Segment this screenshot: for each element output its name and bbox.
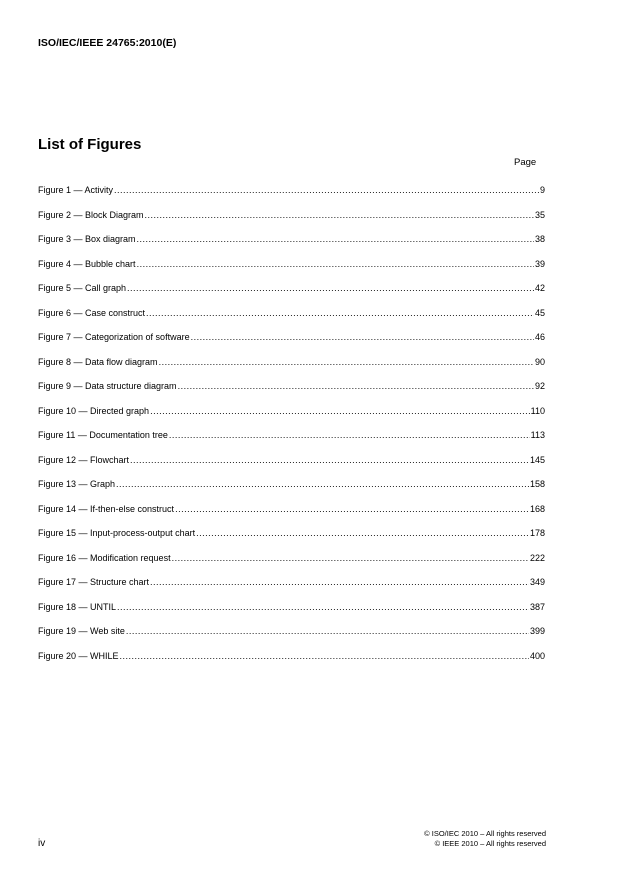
figure-label: Figure 9 — Data structure diagram <box>38 381 177 391</box>
dot-leader <box>169 430 530 440</box>
figure-page-number: 178 <box>529 528 545 538</box>
figure-label: Figure 15 — Input-process-output chart <box>38 528 196 538</box>
figure-label: Figure 18 — UNTIL <box>38 601 117 612</box>
copyright-notice <box>424 829 546 849</box>
figure-label: Figure 3 — Box diagram <box>38 234 136 244</box>
dot-leader <box>146 308 534 318</box>
dot-leader <box>137 259 534 269</box>
figure-page-number: 92 <box>534 381 545 391</box>
dot-leader <box>196 528 529 538</box>
figure-page-number: 399 <box>529 626 545 636</box>
list-item[interactable] <box>38 651 545 676</box>
figure-label: Figure 7 — Categorization of software <box>38 332 190 342</box>
list-item[interactable] <box>38 234 545 259</box>
list-item[interactable] <box>38 602 545 627</box>
figure-page-number: 222 <box>529 552 545 563</box>
list-item[interactable] <box>38 259 545 284</box>
list-item[interactable] <box>38 185 545 210</box>
figure-page-number: 9 <box>539 185 545 195</box>
list-item[interactable] <box>38 430 545 455</box>
dot-leader <box>130 455 529 465</box>
figure-page-number: 35 <box>534 209 545 220</box>
figure-label: Figure 20 — WHILE <box>38 650 119 661</box>
figure-label: Figure 4 — Bubble chart <box>38 258 136 269</box>
list-item[interactable] <box>38 210 545 235</box>
dot-leader <box>175 504 529 514</box>
figure-page-number: 110 <box>530 405 545 416</box>
figure-page-number: 42 <box>534 283 545 293</box>
list-item[interactable] <box>38 577 545 602</box>
figure-page-number: 39 <box>534 258 545 269</box>
figure-label: Figure 1 — Activity <box>38 185 114 195</box>
dot-leader <box>159 357 534 367</box>
figure-label: Figure 14 — If-then-else construct <box>38 503 175 514</box>
copyright-ieee: © IEEE 2010 – All rights reserved <box>434 839 546 848</box>
list-item[interactable] <box>38 528 545 553</box>
figure-page-number: 46 <box>534 332 545 342</box>
page-title: List of Figures <box>38 136 142 153</box>
dot-leader <box>126 626 529 636</box>
figure-page-number: 400 <box>529 650 545 661</box>
figure-label: Figure 13 — Graph <box>38 479 116 489</box>
dot-leader <box>150 577 529 587</box>
list-item[interactable] <box>38 455 545 480</box>
dot-leader <box>145 210 534 220</box>
list-item[interactable] <box>38 332 545 357</box>
dot-leader <box>120 651 529 661</box>
list-item[interactable] <box>38 504 545 529</box>
figure-page-number: 38 <box>534 234 545 244</box>
list-item[interactable] <box>38 381 545 406</box>
figure-page-number: 168 <box>529 503 545 514</box>
figure-label: Figure 16 — Modification request <box>38 552 171 563</box>
figure-label: Figure 5 — Call graph <box>38 283 127 293</box>
dot-leader <box>150 406 530 416</box>
dot-leader <box>116 479 529 489</box>
dot-leader <box>114 185 539 195</box>
figure-page-number: 45 <box>534 307 545 318</box>
page-number: iv <box>38 838 46 849</box>
document-header: ISO/IEC/IEEE 24765:2010(E) <box>38 37 177 49</box>
figure-label: Figure 2 — Block Diagram <box>38 209 144 220</box>
list-item[interactable] <box>38 406 545 431</box>
page-column-label: Page <box>514 157 537 168</box>
figure-page-number: 387 <box>529 601 545 612</box>
figure-label: Figure 11 — Documentation tree <box>38 430 168 440</box>
figure-page-number: 349 <box>529 577 545 587</box>
figure-page-number: 145 <box>529 454 545 465</box>
list-item[interactable] <box>38 308 545 333</box>
dot-leader <box>127 283 534 293</box>
list-item[interactable] <box>38 626 545 651</box>
dot-leader <box>137 234 534 244</box>
list-item[interactable] <box>38 479 545 504</box>
figure-page-number: 90 <box>534 356 545 367</box>
figure-list <box>38 185 545 675</box>
dot-leader <box>172 553 529 563</box>
figure-label: Figure 6 — Case construct <box>38 307 146 318</box>
list-item[interactable] <box>38 357 545 382</box>
figure-label: Figure 12 — Flowchart <box>38 454 130 465</box>
figure-page-number: 113 <box>530 430 545 440</box>
dot-leader <box>191 332 534 342</box>
list-item[interactable] <box>38 283 545 308</box>
copyright-iso: © ISO/IEC 2010 – All rights reserved <box>424 829 546 838</box>
figure-label: Figure 10 — Directed graph <box>38 405 150 416</box>
dot-leader <box>117 602 529 612</box>
figure-label: Figure 8 — Data flow diagram <box>38 356 158 367</box>
figure-page-number: 158 <box>529 479 545 489</box>
dot-leader <box>178 381 534 391</box>
figure-label: Figure 17 — Structure chart <box>38 577 150 587</box>
figure-label: Figure 19 — Web site <box>38 626 125 636</box>
list-item[interactable] <box>38 553 545 578</box>
